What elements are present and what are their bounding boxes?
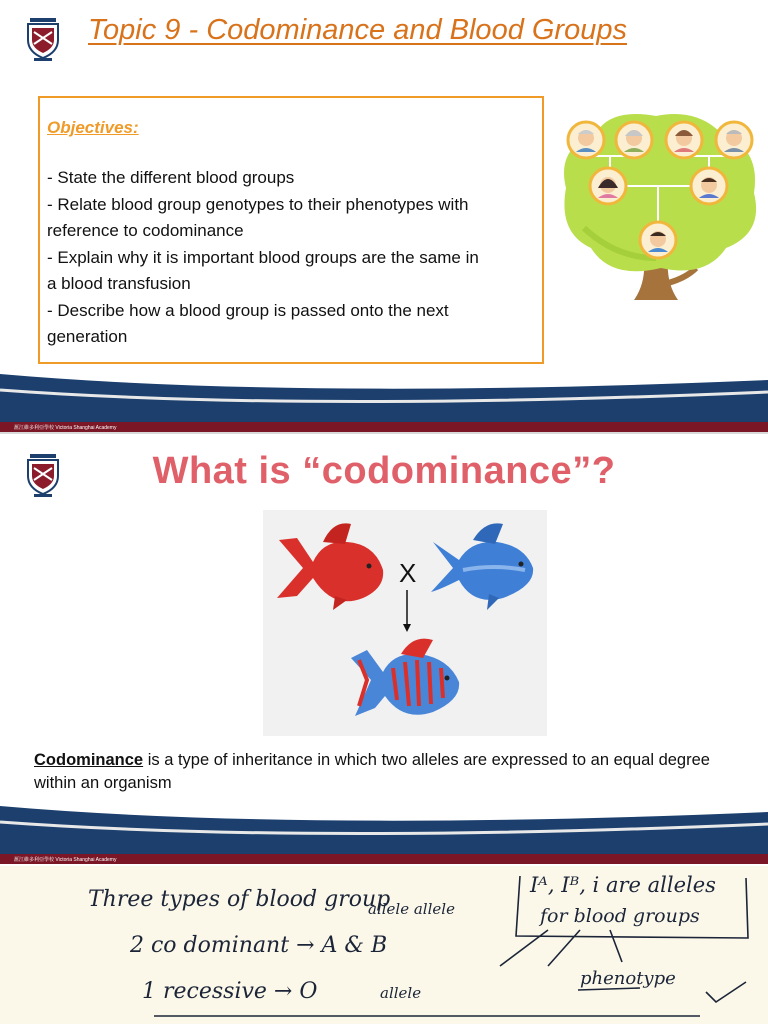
objective-line: - State the different blood groups [47, 168, 295, 187]
family-tree-illustration [556, 108, 768, 304]
objective-line: reference to codominance [47, 221, 244, 240]
cross-symbol: X [399, 558, 417, 588]
definition-term: Codominance [34, 751, 144, 769]
red-fish [277, 523, 383, 610]
notes-line: Iᴬ, Iᴮ, i are alleles [530, 873, 716, 897]
objectives-heading: Objectives: [47, 118, 139, 137]
objective-line: - Relate blood group genotypes to their phenotypes with [47, 194, 469, 214]
wave-decoration [0, 360, 768, 422]
notes-line: allele allele [368, 900, 455, 918]
objectives-list [47, 165, 537, 351]
notes-line: for blood groups [540, 905, 700, 927]
objective-line: - Describe how a blood group is passed onto the next [47, 300, 449, 320]
down-arrow-icon [403, 590, 411, 632]
notes-line: allele [380, 984, 422, 1002]
slide-title: Topic 9 - Codominance and Blood Groups [88, 14, 627, 46]
footer-school-name: 滙江維多利亞學校 Victoria Shanghai Academy [14, 425, 117, 431]
objective-line: - Explain why it is important blood groups are the same in [47, 247, 479, 267]
notes-line: 1 recessive → O [142, 979, 318, 1004]
footer-school-name: 滙江維多利亞學校 Victoria Shanghai Academy [14, 857, 117, 863]
slide-topic-9 [0, 0, 768, 432]
objective-line: a blood transfusion [47, 274, 191, 293]
notes-line: phenotype [580, 968, 676, 989]
codominance-definition [34, 749, 734, 795]
notes-line: 2 co dominant → A & B [130, 933, 388, 958]
handwritten-notes [0, 866, 768, 1024]
definition-text: is a type of inheritance in which two alleles are expressed to an equal degree within an organism [34, 751, 710, 792]
school-crest-icon [24, 18, 62, 62]
objectives-box [38, 96, 544, 364]
slide-title: What is “codominance”? [152, 450, 616, 492]
notes-line: Three types of blood group [88, 887, 391, 912]
red-blue-fish [351, 639, 459, 716]
fish-cross-image [263, 510, 547, 736]
objective-line: generation [47, 327, 128, 346]
blue-fish [431, 523, 533, 610]
wave-decoration [0, 792, 768, 854]
